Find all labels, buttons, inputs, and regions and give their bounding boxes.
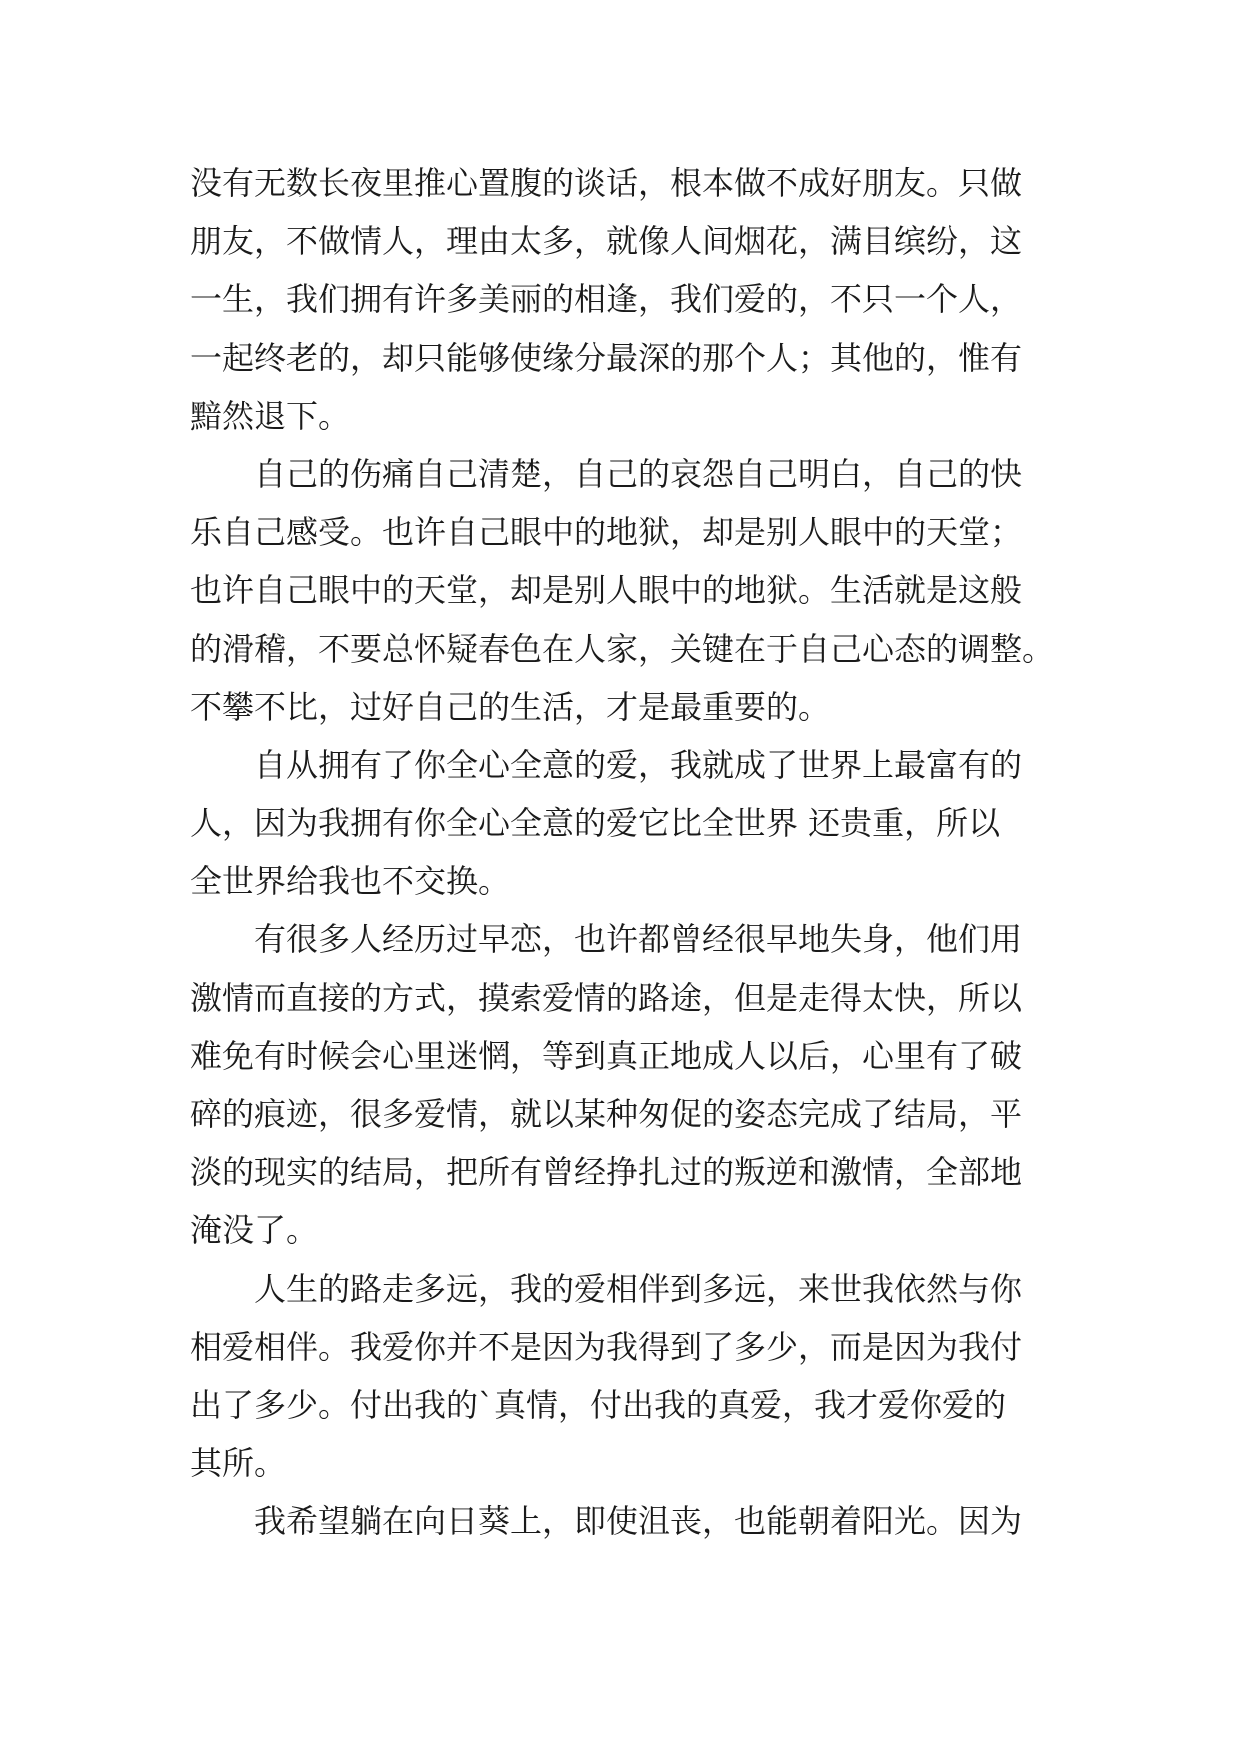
text-line: 也许自己眼中的天堂，却是别人眼中的地狱。生活就是这般 <box>190 571 1023 610</box>
text-line: 乐自己感受。也许自己眼中的地狱，却是别人眼中的天堂； <box>190 513 1023 552</box>
text-line: 人，因为我拥有你全心全意的爱它比全世界 还贵重，所以 <box>190 804 1001 843</box>
text-line: 自从拥有了你全心全意的爱，我就成了世界上最富有的 <box>254 745 1023 784</box>
text-line: 激情而直接的方式，摸索爱情的路途，但是走得太快，所以 <box>190 978 1023 1017</box>
text-line: 有很多人经历过早恋，也许都曾经很早地失身，他们用 <box>254 920 1023 959</box>
text-line: 其所。 <box>190 1444 287 1483</box>
text-line: 没有无数长夜里推心置腹的谈话，根本做不成好朋友。只做 <box>190 164 1023 202</box>
text-line: 相爱相伴。我爱你并不是因为我得到了多少，而是因为我付 <box>190 1327 1023 1366</box>
text-line: 黯然退下。 <box>190 396 351 435</box>
text-line: 的滑稽，不要总怀疑春色在人家，关键在于自己心态的调整。 <box>190 629 1055 668</box>
text-line: 淹没了。 <box>190 1211 319 1250</box>
text-line: 人生的路走多远，我的爱相伴到多远，来世我依然与你 <box>254 1269 1023 1308</box>
text-line: 出了多少。付出我的`真情，付出我的真爱，我才爱你爱的 <box>190 1385 1007 1424</box>
text-line: 不攀不比，过好自己的生活，才是最重要的。 <box>190 687 831 726</box>
text-line: 一起终老的，却只能够使缘分最深的那个人；其他的，惟有 <box>190 338 1023 377</box>
text-line: 全世界给我也不交换。 <box>190 862 511 901</box>
body-text <box>190 154 1070 1551</box>
text-line: 我希望躺在向日葵上，即使沮丧，也能朝着阳光。因为 <box>254 1502 1023 1541</box>
text-line: 一生，我们拥有许多美丽的相逢，我们爱的，不只一个人， <box>190 280 1023 319</box>
text-line: 难免有时候会心里迷惘，等到真正地成人以后，心里有了破 <box>190 1036 1023 1075</box>
text-line: 淡的现实的结局，把所有曾经挣扎过的叛逆和激情，全部地 <box>190 1153 1023 1192</box>
text-line: 自己的伤痛自己清楚，自己的哀怨自己明白，自己的快 <box>254 454 1023 493</box>
text-line: 朋友，不做情人，理由太多，就像人间烟花，满目缤纷，这 <box>190 222 1023 261</box>
text-line: 碎的痕迹，很多爱情，就以某种匆促的姿态完成了结局，平 <box>190 1095 1023 1133</box>
